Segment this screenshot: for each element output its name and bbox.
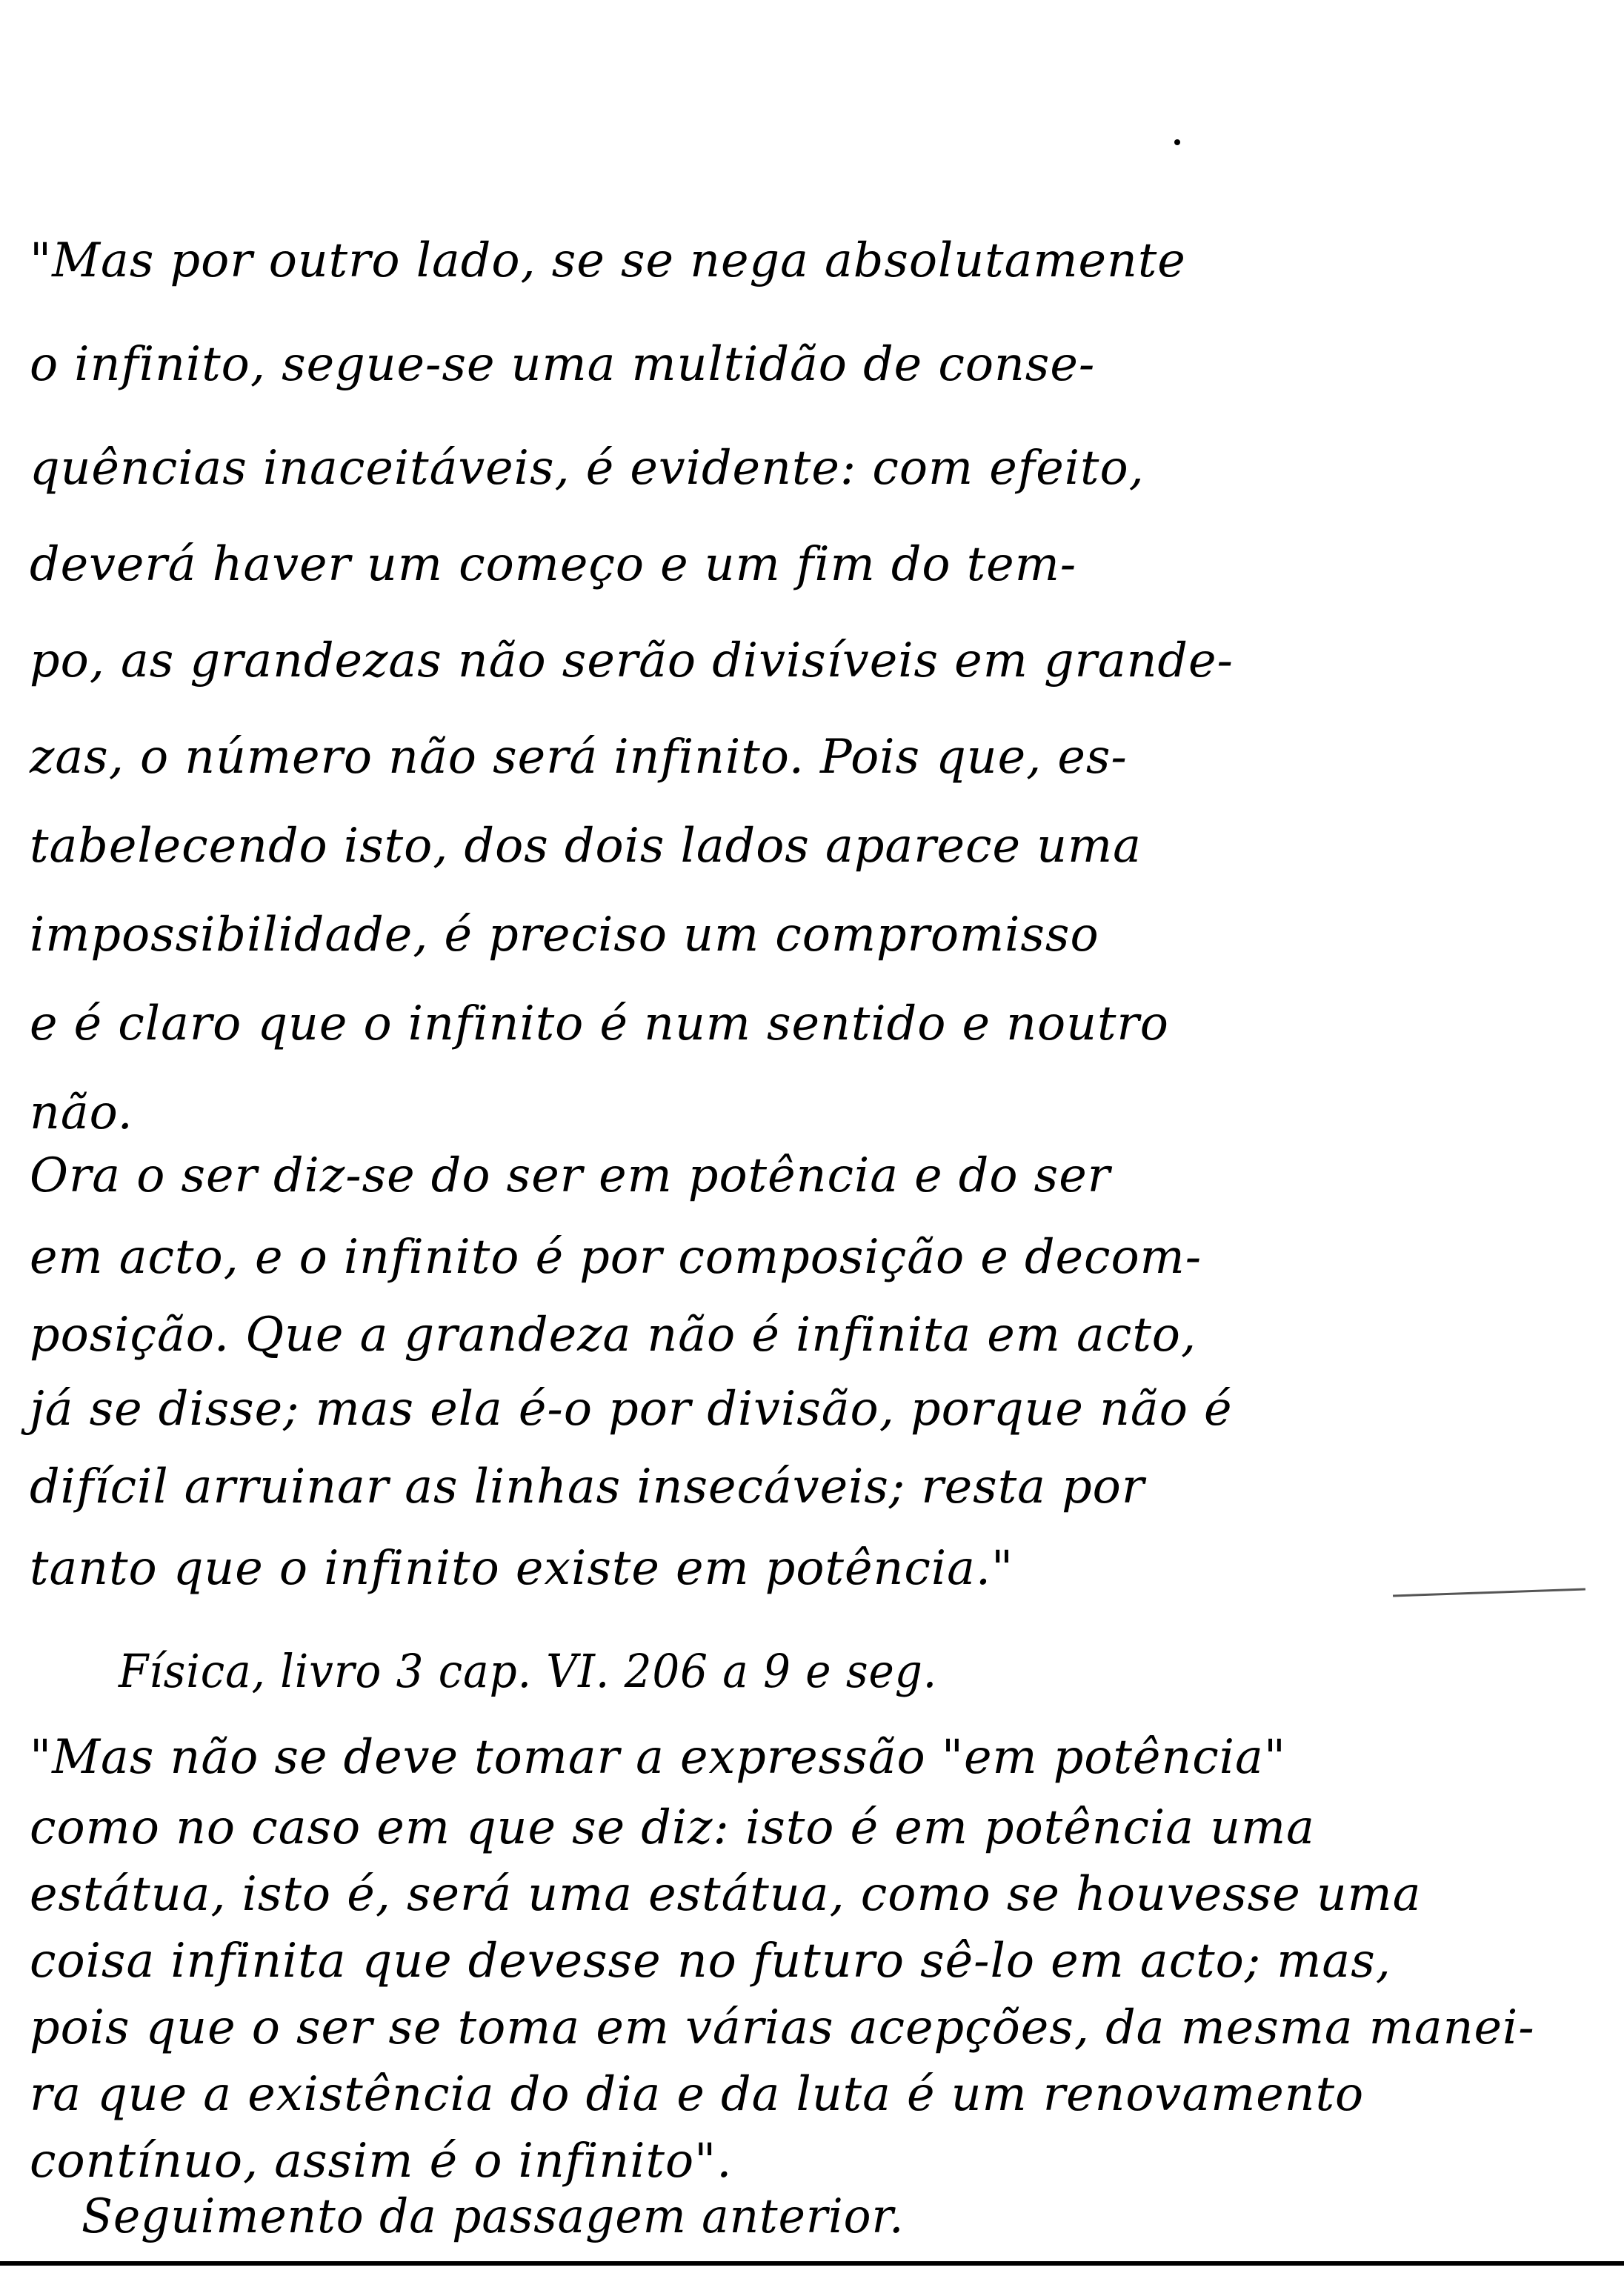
- quote-1-line-3: quências inaceitáveis, é evidente: com efeito,: [30, 441, 1145, 496]
- quote-1-line-1: "Mas por outro lado, se se nega absolutamente: [30, 233, 1186, 288]
- quote-2-line-5: pois que o ser se toma em várias acepções, da mesma manei-: [30, 2000, 1535, 2055]
- quote-1-line-7: tabelecendo isto, dos dois lados aparece uma: [30, 819, 1142, 874]
- quote-1-line-4: deverá haver um começo e um fim do tem-: [30, 537, 1077, 592]
- quote-1-line-12: em acto, e o infinito é por composição e decom-: [30, 1230, 1202, 1285]
- quote-2-line-4: coisa infinita que devesse no futuro sê-lo em acto; mas,: [30, 1934, 1391, 1989]
- quote-1-line-11: Ora o ser diz-se do ser em potência e do ser: [30, 1148, 1111, 1203]
- citation: Física, livro 3 cap. VI. 206 a 9 e seg.: [119, 1644, 938, 1698]
- ink-dot: [1174, 139, 1180, 145]
- quote-1-line-8: impossibilidade, é preciso um compromisso: [30, 908, 1099, 962]
- quote-2-line-6: ra que a existência do dia e da luta é um renovamento: [30, 2067, 1365, 2122]
- quote-1-line-13: posição. Que a grandeza não é infinita em acto,: [30, 1308, 1197, 1362]
- quote-2-line-2: como no caso em que se diz: isto é em potência uma: [30, 1800, 1315, 1855]
- quote-1-line-5: po, as grandezas não serão divisíveis em grande-: [30, 633, 1234, 688]
- bottom-edge-rule: [0, 2261, 1624, 2266]
- quote-1-line-2: o infinito, segue-se uma multidão de conse-: [30, 337, 1096, 392]
- quote-1-line-16: tanto que o infinito existe em potência.": [30, 1541, 1014, 1596]
- quote-2-line-1: "Mas não se deve tomar a expressão "em potência": [30, 1730, 1286, 1785]
- quote-1-line-15: difícil arruinar as linhas insecáveis; resta por: [30, 1460, 1145, 1514]
- quote-2-line-7: contínuo, assim é o infinito".: [30, 2134, 733, 2189]
- quote-1-line-6: zas, o número não será infinito. Pois que, es-: [30, 730, 1128, 785]
- quote-1-line-9: e é claro que o infinito é num sentido e noutro: [30, 996, 1169, 1051]
- quote-2-line-8: Seguimento da passagem anterior.: [81, 2189, 905, 2244]
- quote-1-line-14: já se disse; mas ela é-o por divisão, porque não é: [30, 1382, 1233, 1437]
- quote-2-line-3: estátua, isto é, será uma estátua, como se houvesse uma: [30, 1867, 1422, 1922]
- quote-1-line-10: não.: [30, 1085, 133, 1140]
